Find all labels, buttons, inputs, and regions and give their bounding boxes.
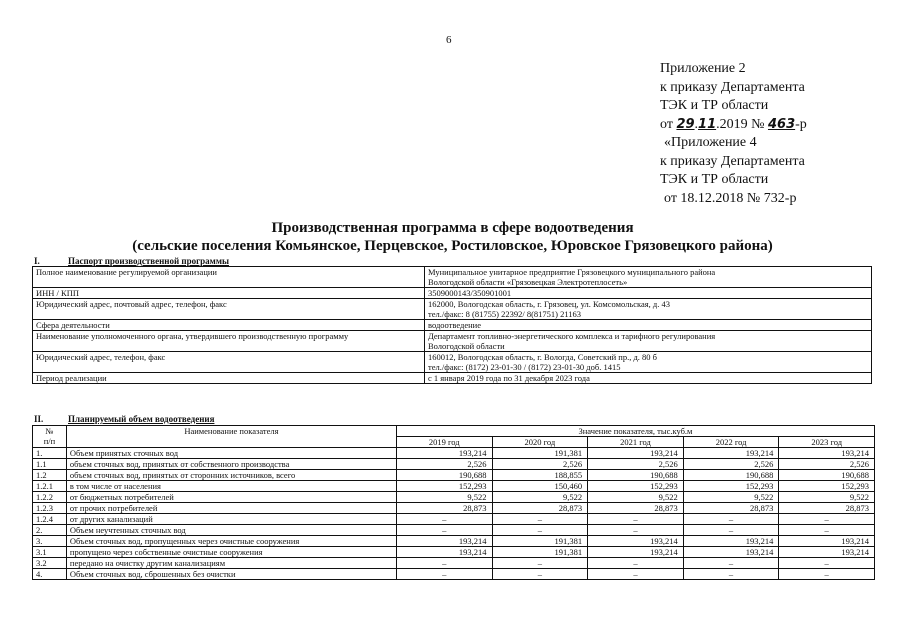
row-name: от бюджетных потребителей <box>66 492 396 503</box>
section-heading-passport <box>34 256 229 266</box>
passport-key: Юридический адрес, телефон, факс <box>33 352 425 373</box>
column-header-values: Значение показателя, тыс.куб.м <box>396 426 874 437</box>
date-suffix: -р <box>795 116 807 132</box>
row-number: 3.1 <box>33 547 67 558</box>
approval-line: к приказу Департамента <box>660 79 805 95</box>
approval-date-line <box>660 116 807 135</box>
row-value: 28,873 <box>588 503 684 514</box>
row-value: 193,214 <box>683 536 779 547</box>
approval-line: ТЭК и ТР области <box>660 172 769 187</box>
row-value: – <box>588 558 684 569</box>
document-title: Производственная программа в сфере водоотведения <box>271 220 634 236</box>
row-value: 191,381 <box>492 547 588 558</box>
row-value: – <box>492 569 588 580</box>
section-label: Паспорт производственной программы <box>68 256 229 266</box>
approval-line: ТЭК и ТР области <box>660 98 769 113</box>
passport-value <box>425 373 872 384</box>
row-name: передано на очистку другим канализациям <box>66 558 396 569</box>
passport-row <box>33 352 872 373</box>
row-name: пропущено через собственные очистные сооружения <box>66 547 396 558</box>
passport-value <box>425 331 872 352</box>
row-number: 1.1 <box>33 459 67 470</box>
passport-value-line: тел./факс: (8172) 23-01-30 / (8172) 23-01-30 доб. 1415 <box>428 362 621 372</box>
passport-row <box>33 267 872 288</box>
row-value: 28,873 <box>779 503 875 514</box>
row-value: 193,214 <box>588 536 684 547</box>
row-value: 152,293 <box>779 481 875 492</box>
row-value: – <box>492 514 588 525</box>
row-value: 2,526 <box>396 459 492 470</box>
passport-row <box>33 373 872 384</box>
row-value: – <box>779 514 875 525</box>
row-value: 9,522 <box>492 492 588 503</box>
passport-value-line: Вологодской области «Грязовецкая Электротеплосеть» <box>428 277 628 287</box>
approval-line: «Приложение 4 <box>664 135 757 150</box>
passport-key: Наименование уполномоченного органа, утвердившего производственную программу <box>33 331 425 352</box>
row-name: Объем принятых сточных вод <box>66 448 396 459</box>
table-row <box>33 547 875 558</box>
row-value: 193,214 <box>588 448 684 459</box>
table-row <box>33 536 875 547</box>
row-value: 190,688 <box>779 470 875 481</box>
passport-key: ИНН / КПП <box>33 288 425 299</box>
passport-row <box>33 320 872 331</box>
row-value: – <box>396 569 492 580</box>
passport-value-line: водоотведение <box>428 320 481 330</box>
section-label: Планируемый объем водоотведения <box>68 414 215 424</box>
column-header-number <box>33 426 67 448</box>
passport-value-line: Департамент топливно-энергетического комплекса и тарифного регулирования <box>428 331 716 341</box>
passport-value <box>425 299 872 320</box>
passport-value-line: Вологодской области <box>428 341 505 351</box>
table-row <box>33 503 875 514</box>
passport-value-line: тел./факс: 8 (81755) 22392/ 8(81751) 21163 <box>428 309 582 319</box>
year-header: 2021 год <box>588 437 684 448</box>
row-value: 28,873 <box>396 503 492 514</box>
passport-key: Сфера деятельности <box>33 320 425 331</box>
row-name: объем сточных вод, принятых от сторонних источников, всего <box>66 470 396 481</box>
row-value: 2,526 <box>683 459 779 470</box>
row-value: 193,214 <box>779 536 875 547</box>
section-number: I. <box>34 256 40 266</box>
row-value: 193,214 <box>779 547 875 558</box>
row-number: 4. <box>33 569 67 580</box>
row-value: 193,214 <box>683 448 779 459</box>
row-value: 193,214 <box>683 547 779 558</box>
passport-value-line: 3509000143/350901001 <box>428 288 512 298</box>
column-header-number-sign: № <box>45 426 54 436</box>
passport-table <box>32 266 872 384</box>
table-row <box>33 525 875 536</box>
passport-row <box>33 288 872 299</box>
row-value: – <box>492 558 588 569</box>
row-value: 191,381 <box>492 536 588 547</box>
row-number: 1. <box>33 448 67 459</box>
passport-row <box>33 299 872 320</box>
row-name: Объем сточных вод, пропущенных через очистные сооружения <box>66 536 396 547</box>
row-value: – <box>588 569 684 580</box>
row-value: – <box>683 569 779 580</box>
row-number: 2. <box>33 525 67 536</box>
table-row <box>33 558 875 569</box>
row-name: от других канализаций <box>66 514 396 525</box>
row-name: Объем сточных вод, сброшенных без очистки <box>66 569 396 580</box>
handwritten-day: 29 <box>676 116 695 132</box>
row-value: 152,293 <box>396 481 492 492</box>
row-number: 1.2.4 <box>33 514 67 525</box>
year-header: 2022 год <box>683 437 779 448</box>
passport-value-line: с 1 января 2019 года по 31 декабря 2023 года <box>428 373 590 383</box>
row-value: 9,522 <box>396 492 492 503</box>
row-value: 152,293 <box>588 481 684 492</box>
row-value: 2,526 <box>588 459 684 470</box>
passport-key: Полное наименование регулируемой организации <box>33 267 425 288</box>
column-header-number-sub: п/п <box>43 436 56 446</box>
row-value: 2,526 <box>492 459 588 470</box>
row-name: Объем неучтенных сточных вод <box>66 525 396 536</box>
passport-value <box>425 320 872 331</box>
document-subtitle: (сельские поселения Комьянское, Перцевское, Ростиловское, Юровское Грязовецкого района) <box>132 238 773 254</box>
row-value: 188,855 <box>492 470 588 481</box>
table-row <box>33 459 875 470</box>
passport-value <box>425 352 872 373</box>
row-number: 3. <box>33 536 67 547</box>
row-value: – <box>588 514 684 525</box>
row-number: 1.2 <box>33 470 67 481</box>
passport-value-line: Муниципальное унитарное предприятие Грязовецкого муниципального района <box>428 267 716 277</box>
row-name: в том числе от населения <box>66 481 396 492</box>
passport-row <box>33 331 872 352</box>
date-dot: . <box>694 116 699 132</box>
row-value: 28,873 <box>683 503 779 514</box>
passport-value-line: 160012, Вологодская область, г. Вологда, Советский пр., д. 80 б <box>428 352 658 362</box>
year-header: 2023 год <box>779 437 875 448</box>
approval-line: Приложение 2 <box>660 61 746 76</box>
row-number: 1.2.2 <box>33 492 67 503</box>
row-number: 1.2.1 <box>33 481 67 492</box>
row-value: – <box>683 558 779 569</box>
row-value: – <box>396 525 492 536</box>
passport-value <box>425 267 872 288</box>
row-value: – <box>683 514 779 525</box>
row-value: – <box>492 525 588 536</box>
row-value: 2,526 <box>779 459 875 470</box>
date-prefix: от <box>660 116 673 132</box>
row-value: 193,214 <box>396 448 492 459</box>
row-value: – <box>779 525 875 536</box>
row-value: 193,214 <box>396 536 492 547</box>
passport-value <box>425 288 872 299</box>
passport-key: Юридический адрес, почтовый адрес, телефон, факс <box>33 299 425 320</box>
table-row <box>33 470 875 481</box>
table-row <box>33 481 875 492</box>
row-value: – <box>683 525 779 536</box>
row-value: – <box>588 525 684 536</box>
date-mid: .2019 № <box>716 116 765 132</box>
handwritten-number: 463 <box>767 116 796 132</box>
row-value: 152,293 <box>683 481 779 492</box>
approval-line: от 18.12.2018 № 732-р <box>664 190 797 206</box>
row-value: 9,522 <box>779 492 875 503</box>
row-value: 190,688 <box>683 470 779 481</box>
row-number: 3.2 <box>33 558 67 569</box>
row-value: 193,214 <box>779 448 875 459</box>
row-name: от прочих потребителей <box>66 503 396 514</box>
row-value: 150,460 <box>492 481 588 492</box>
table-row <box>33 569 875 580</box>
table-row <box>33 514 875 525</box>
row-value: – <box>779 558 875 569</box>
row-value: 9,522 <box>588 492 684 503</box>
row-value: 9,522 <box>683 492 779 503</box>
row-value: – <box>779 569 875 580</box>
row-value: – <box>396 514 492 525</box>
table-row <box>33 492 875 503</box>
row-value: 193,214 <box>396 547 492 558</box>
approval-block <box>660 60 807 208</box>
row-value: 193,214 <box>588 547 684 558</box>
page-number: 6 <box>446 34 452 46</box>
column-header-name: Наименование показателя <box>66 426 396 448</box>
approval-line: к приказу Департамента <box>660 153 805 169</box>
row-value: 28,873 <box>492 503 588 514</box>
year-header: 2020 год <box>492 437 588 448</box>
year-header: 2019 год <box>396 437 492 448</box>
handwritten-month: 11 <box>698 116 717 132</box>
row-value: 191,381 <box>492 448 588 459</box>
passport-key: Период реализации <box>33 373 425 384</box>
table-row <box>33 448 875 459</box>
volume-table <box>32 425 875 580</box>
row-value: 190,688 <box>396 470 492 481</box>
passport-value-line: 162000, Вологодская область, г. Грязовец, ул. Комсомольская, д. 43 <box>428 299 670 309</box>
row-value: 190,688 <box>588 470 684 481</box>
section-number: II. <box>34 414 44 424</box>
row-name: объем сточных вод, принятых от собственного производства <box>66 459 396 470</box>
row-number: 1.2.3 <box>33 503 67 514</box>
section-heading-volume <box>34 414 214 424</box>
row-value: – <box>396 558 492 569</box>
